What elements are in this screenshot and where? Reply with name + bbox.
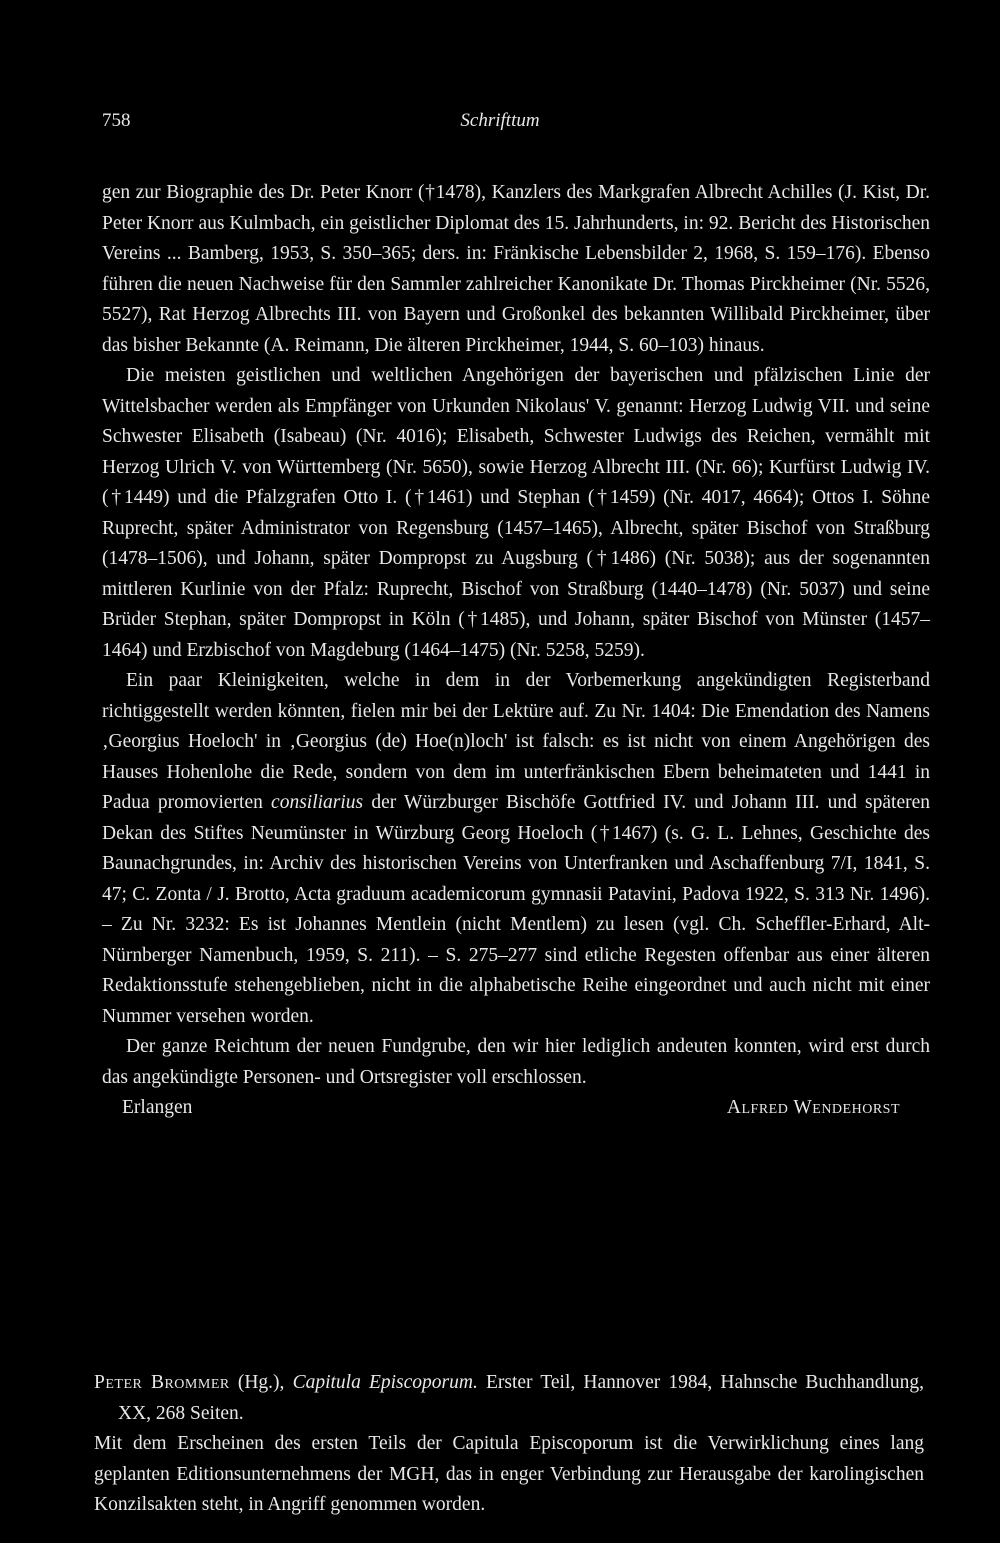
paragraph-3 — [102, 666, 930, 1032]
paragraph-1: gen zur Biographie des Dr. Peter Knorr (†1478), Kanzlers des Markgrafen Albrecht Achilles (J. Kist, Dr. Peter Knorr aus Kulmbach, ein geistlicher Diplomat des 15. Jahrhunderts, in: 92. Bericht des Historischen Vereins ... Bamberg, 1953, S. 350–365; ders. in: Fränkische Lebensbilder 2, 1968, S. 159–176). Ebenso führen die neuen Nachweise für den Sammler zahlreicher Kanonikate Dr. Thomas Pirckheimer (Nr. 5526, 5527), Rat Herzog Albrechts III. von Bayern und Großonkel des bekannten Willibald Pirckheimer, über das bisher Bekannte (A. Reimann, Die älteren Pirckheimer, 1944, S. 60–103) hinaus. — [102, 182, 930, 356]
paragraph-3-part-a: Ein paar Kleinigkeiten, welche in dem in der Vorbemerkung angekündigten Registerband richtiggestellt werden könnten, fielen mir bei der Lektüre auf. Zu Nr. 1404: Die Emendation des Namens ‚Georgius Hoeloch' in ‚Georgius (de) Hoe(n)loch' ist falsch: es ist nicht von einem Angehörigen des Hauses Hohenlohe die Rede, sondern von dem im unterfränkischen Ebern beheimateten und 1441 in Padua promovierten — [102, 670, 930, 813]
signature-line — [102, 1093, 930, 1124]
review-citation — [94, 1368, 924, 1429]
review-title: Capitula Episcoporum. — [292, 1372, 478, 1393]
review-author: Peter Brommer — [94, 1372, 230, 1393]
review-section — [94, 1368, 924, 1521]
paragraph-3-italic: consiliarius — [271, 792, 364, 813]
paragraph-2: Die meisten geistlichen und weltlichen Angehörigen der bayerischen und pfälzischen Linie der Wittelsbacher werden als Empfänger von Urkunden Nikolaus' V. genannt: Herzog Ludwig VII. und seine Schwester Elisabeth (Isabeau) (Nr. 4016); Elisabeth, Schwester Ludwigs des Reichen, vermählt mit Herzog Ulrich V. von Württemberg (Nr. 5650), sowie Herzog Albrecht III. (Nr. 66); Kurfürst Ludwig IV. (†1449) und die Pfalzgrafen Otto I. (†1461) und Stephan (†1459) (Nr. 4017, 4664); Ottos I. Söhne Ruprecht, später Administrator von Regensburg (1457–1465), Albrecht, später Bischof von Straßburg (1478–1506), und Johann, später Dompropst zu Augsburg (†1486) (Nr. 5038); aus der sogenannten mittleren Kurlinie von der Pfalz: Ruprecht, Bischof von Straßburg (1440–1478) (Nr. 5037) und seine Brüder Stephan, später Dompropst in Köln (†1485), und Johann, später Bischof von Münster (1457–1464) und Erzbischof von Magdeburg (1464–1475) (Nr. 5258, 5259). — [102, 365, 930, 661]
signature-author: Alfred Wendehorst — [726, 1097, 900, 1118]
paragraph-3-part-b: der Würzburger Bischöfe Gottfried IV. und Johann III. und späteren Dekan des Stiftes Neumünster in Würzburg Georg Hoeloch (†1467) (s. G. L. Lehnes, Geschichte des Baunachgrundes, in: Archiv des historischen Vereins von Unterfranken und Aschaffenburg 7/I, 1841, S. 47; C. Zonta / J. Brotto, Acta graduum academicorum gymnasii Patavini, Padova 1922, S. 313 Nr. 1496). – Zu Nr. 3232: Es ist Johannes Mentlein (nicht Mentlem) zu lesen (vgl. Ch. Scheffler-Erhard, Alt-Nürnberger Namenbuch, 1959, S. 211). – S. 275–277 sind etliche Regesten offenbar aus einer älteren Redaktionsstufe stehengeblieben, nicht in die alphabetische Reihe eingeordnet und auch nicht mit einer Nummer versehen worden. — [102, 792, 930, 1027]
signature-place: Erlangen — [122, 1097, 193, 1118]
review-body: Mit dem Erscheinen des ersten Teils der Capitula Episcoporum ist die Verwirklichung eines lang geplanten Editionsunternehmens der MGH, das in enger Verbindung zur Herausgabe der karolingischen Konzilsakten steht, in Angriff genommen worden. — [94, 1433, 924, 1515]
paragraph-4: Der ganze Reichtum der neuen Fundgrube, den wir hier lediglich andeuten konnten, wird erst durch das angekündigte Personen- und Ortsregister voll erschlossen. — [102, 1036, 930, 1088]
review-details: Erster Teil, Hannover 1984, Hahnsche Buchhandlung, XX, 268 Seiten. — [118, 1372, 925, 1424]
review-editor-note: (Hg.), — [237, 1372, 285, 1393]
running-title: Schrifttum — [460, 110, 540, 131]
main-text — [102, 178, 930, 1124]
page-number: 758 — [102, 110, 131, 131]
